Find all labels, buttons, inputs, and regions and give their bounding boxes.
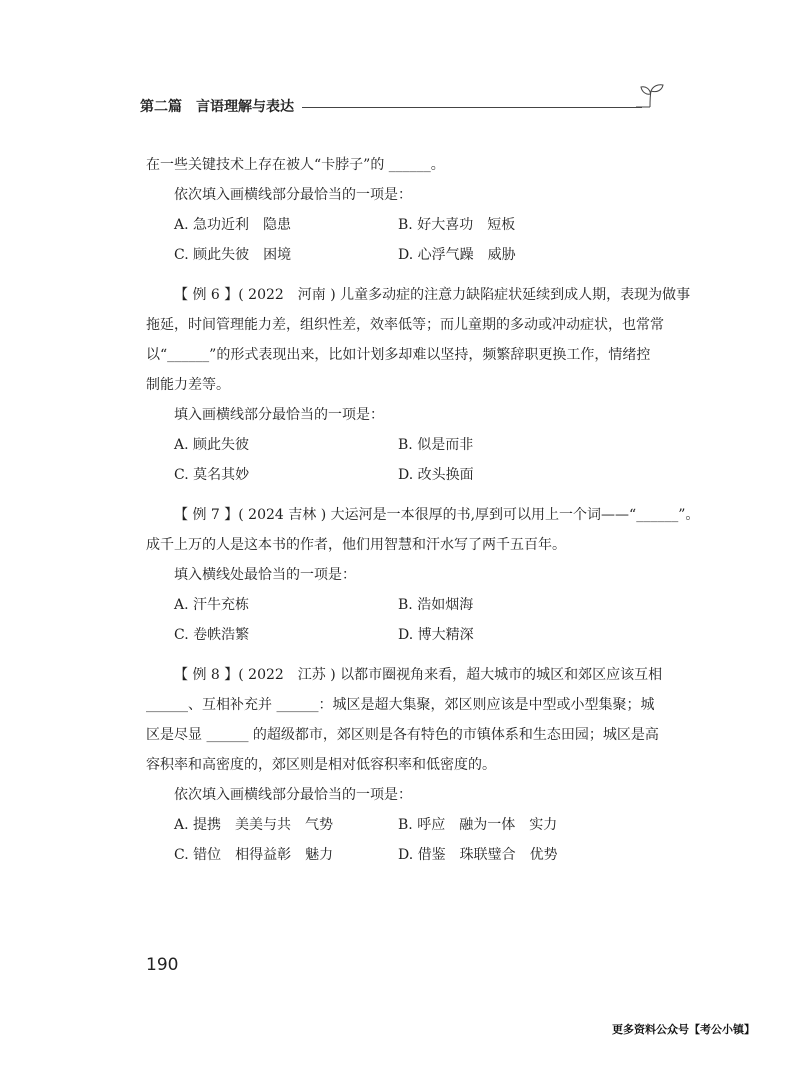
options-row bbox=[146, 813, 654, 837]
example-line: 成千上万的人是这本书的作者，他们用智慧和汗水写了两千五百年。 bbox=[146, 537, 566, 553]
example-line: 拖延，时间管理能力差，组织性差，效率低等；而儿童期的多动或冲动症状，也常常 bbox=[146, 317, 664, 333]
options-row bbox=[146, 213, 654, 237]
option-d: D. 改头换面 bbox=[398, 467, 474, 483]
option-a: A. 提携 美美与共 气势 bbox=[174, 817, 334, 833]
continuation-line: 在一些关键技术上存在被人“卡脖子”的 ______。 bbox=[146, 157, 445, 173]
example-line: 【 例 7 】( 2024 吉林 ) 大运河是一本很厚的书,厚到可以用上一个词——“______”。 bbox=[174, 507, 700, 523]
example-line: 容积率和高密度的，郊区则是相对低容积率和低密度的。 bbox=[146, 757, 496, 773]
header-rule bbox=[302, 107, 642, 108]
options-row bbox=[146, 843, 654, 867]
option-c: C. 卷帙浩繁 bbox=[174, 627, 250, 643]
example-7 bbox=[146, 503, 700, 647]
example-line: 制能力差等。 bbox=[146, 377, 230, 393]
example-line: 【 例 6 】( 2022 河南 ) 儿童多动症的注意力缺陷症状延续到成人期，表现为做事 bbox=[174, 287, 691, 303]
option-a: A. 急功近利 隐患 bbox=[174, 217, 292, 233]
example-6 bbox=[146, 283, 691, 487]
question-prompt: 填入画横线部分最恰当的一项是： bbox=[174, 407, 384, 423]
option-c: C. 错位 相得益彰 魅力 bbox=[174, 847, 334, 863]
options-row bbox=[146, 433, 654, 457]
sprout-icon bbox=[634, 82, 666, 112]
option-c: C. 顾此失彼 困境 bbox=[174, 247, 292, 263]
options-row bbox=[146, 243, 654, 267]
example-line: 【 例 8 】( 2022 江苏 ) 以都市圈视角来看，超大城市的城区和郊区应该互相 bbox=[174, 667, 663, 683]
example-line: 区是尽显 ______ 的超级都市，郊区则是各有特色的市镇体系和生态田园；城区是高 bbox=[146, 727, 659, 743]
running-header bbox=[140, 94, 665, 118]
option-a: A. 顾此失彼 bbox=[174, 437, 250, 453]
option-d: D. 博大精深 bbox=[398, 627, 474, 643]
example-line: ______、互相补充并 ______：城区是超大集聚，郊区则应该是中型或小型集聚；城 bbox=[146, 697, 655, 713]
options-row bbox=[146, 623, 654, 647]
section-title: 第二篇 言语理解与表达 bbox=[140, 99, 294, 115]
page-number: 190 bbox=[146, 955, 179, 975]
question-prompt: 依次填入画横线部分最恰当的一项是： bbox=[174, 787, 412, 803]
example-line: 以“______”的形式表现出来，比如计划多却难以坚持，频繁辞职更换工作，情绪控 bbox=[146, 347, 651, 363]
option-b: B. 呼应 融为一体 实力 bbox=[398, 817, 558, 833]
example-8 bbox=[146, 663, 663, 867]
option-d: D. 心浮气躁 威胁 bbox=[398, 247, 516, 263]
options-row bbox=[146, 463, 654, 487]
option-b: B. 好大喜功 短板 bbox=[398, 217, 516, 233]
options-row bbox=[146, 593, 654, 617]
option-b: B. 似是而非 bbox=[398, 437, 474, 453]
option-d: D. 借鉴 珠联璧合 优势 bbox=[398, 847, 558, 863]
question-prompt: 填入横线处最恰当的一项是： bbox=[174, 567, 356, 583]
option-c: C. 莫名其妙 bbox=[174, 467, 250, 483]
option-a: A. 汗牛充栋 bbox=[174, 597, 250, 613]
question-prompt: 依次填入画横线部分最恰当的一项是： bbox=[174, 187, 412, 203]
page-body bbox=[146, 153, 700, 867]
option-b: B. 浩如烟海 bbox=[398, 597, 474, 613]
footer-note: 更多资料公众号【考公小镇】 bbox=[612, 1023, 755, 1036]
